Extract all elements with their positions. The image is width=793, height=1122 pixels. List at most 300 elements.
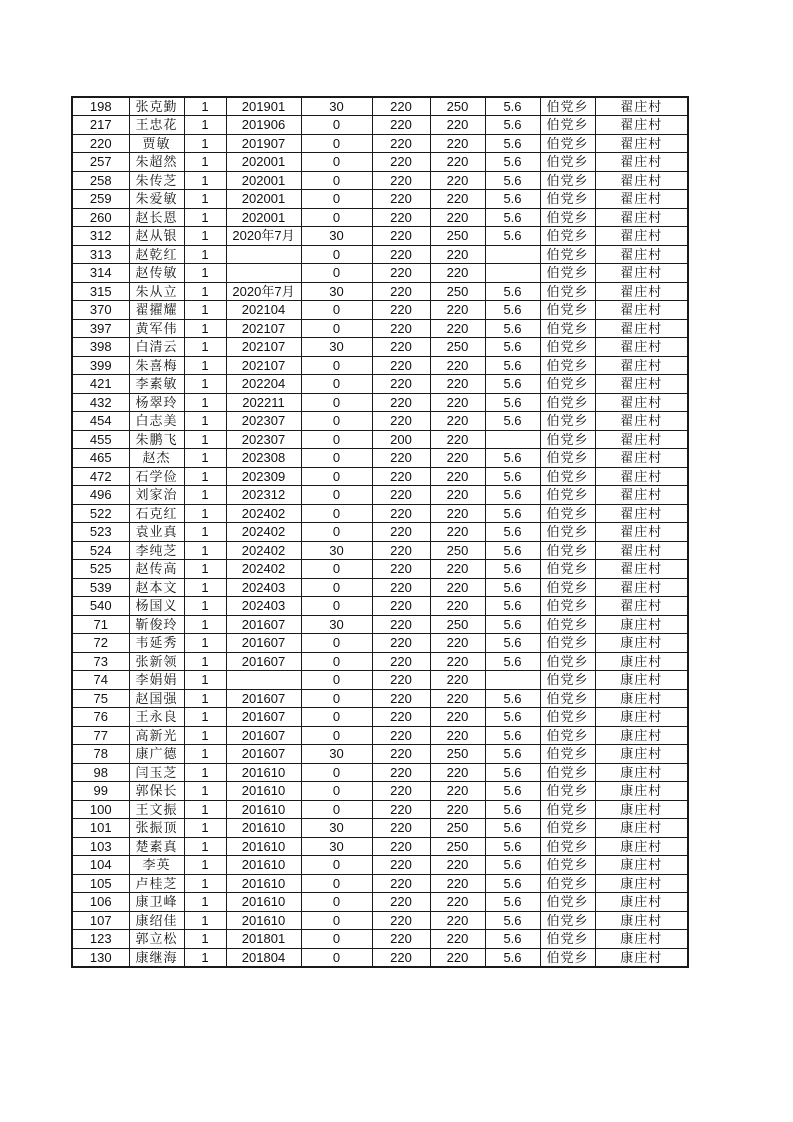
table-row <box>72 837 688 856</box>
cell-name: 杨翠玲 <box>129 393 184 412</box>
cell-count: 1 <box>184 634 226 653</box>
cell-base: 220 <box>372 652 430 671</box>
cell-date: 202308 <box>226 449 301 468</box>
cell-count: 1 <box>184 393 226 412</box>
cell-total: 220 <box>430 726 485 745</box>
table-row <box>72 930 688 949</box>
cell-total: 220 <box>430 208 485 227</box>
cell-name: 朱超然 <box>129 153 184 172</box>
cell-village: 康庄村 <box>595 837 688 856</box>
cell-township: 伯党乡 <box>540 615 595 634</box>
cell-id: 130 <box>72 948 129 967</box>
cell-id: 260 <box>72 208 129 227</box>
cell-village: 翟庄村 <box>595 116 688 135</box>
cell-township: 伯党乡 <box>540 782 595 801</box>
cell-adjust: 30 <box>301 541 372 560</box>
cell-village: 翟庄村 <box>595 356 688 375</box>
cell-id: 522 <box>72 504 129 523</box>
cell-total: 220 <box>430 134 485 153</box>
cell-count: 1 <box>184 467 226 486</box>
cell-date: 202403 <box>226 597 301 616</box>
cell-id: 259 <box>72 190 129 209</box>
table-row <box>72 356 688 375</box>
cell-village: 康庄村 <box>595 819 688 838</box>
cell-base: 220 <box>372 449 430 468</box>
cell-rate: 5.6 <box>485 745 540 764</box>
cell-date: 201607 <box>226 689 301 708</box>
cell-village: 康庄村 <box>595 615 688 634</box>
cell-id: 75 <box>72 689 129 708</box>
cell-township: 伯党乡 <box>540 134 595 153</box>
cell-count: 1 <box>184 97 226 116</box>
cell-rate: 5.6 <box>485 893 540 912</box>
cell-adjust: 0 <box>301 671 372 690</box>
cell-name: 赵传敏 <box>129 264 184 283</box>
cell-name: 白志美 <box>129 412 184 431</box>
cell-name: 翟擢耀 <box>129 301 184 320</box>
cell-total: 220 <box>430 245 485 264</box>
cell-count: 1 <box>184 245 226 264</box>
cell-base: 220 <box>372 819 430 838</box>
cell-base: 220 <box>372 282 430 301</box>
cell-name: 贾敏 <box>129 134 184 153</box>
cell-township: 伯党乡 <box>540 467 595 486</box>
cell-rate: 5.6 <box>485 874 540 893</box>
cell-count: 1 <box>184 615 226 634</box>
cell-base: 220 <box>372 264 430 283</box>
cell-name: 朱鹏飞 <box>129 430 184 449</box>
cell-name: 白清云 <box>129 338 184 357</box>
cell-township: 伯党乡 <box>540 560 595 579</box>
table-row <box>72 301 688 320</box>
cell-township: 伯党乡 <box>540 356 595 375</box>
cell-date: 202107 <box>226 338 301 357</box>
cell-village: 康庄村 <box>595 930 688 949</box>
cell-total: 250 <box>430 282 485 301</box>
cell-count: 1 <box>184 541 226 560</box>
cell-village: 康庄村 <box>595 763 688 782</box>
table-row <box>72 338 688 357</box>
cell-rate: 5.6 <box>485 523 540 542</box>
cell-count: 1 <box>184 486 226 505</box>
cell-base: 220 <box>372 116 430 135</box>
cell-rate: 5.6 <box>485 449 540 468</box>
cell-name: 朱爱敏 <box>129 190 184 209</box>
cell-base: 220 <box>372 800 430 819</box>
cell-adjust: 0 <box>301 375 372 394</box>
cell-id: 539 <box>72 578 129 597</box>
cell-date: 201610 <box>226 800 301 819</box>
cell-count: 1 <box>184 874 226 893</box>
cell-adjust: 0 <box>301 856 372 875</box>
cell-rate: 5.6 <box>485 652 540 671</box>
cell-date: 202104 <box>226 301 301 320</box>
cell-base: 220 <box>372 671 430 690</box>
table-row <box>72 782 688 801</box>
cell-adjust: 0 <box>301 634 372 653</box>
cell-id: 106 <box>72 893 129 912</box>
cell-adjust: 0 <box>301 726 372 745</box>
cell-date: 201607 <box>226 708 301 727</box>
cell-count: 1 <box>184 319 226 338</box>
cell-date: 202001 <box>226 171 301 190</box>
cell-adjust: 0 <box>301 930 372 949</box>
cell-date: 202001 <box>226 190 301 209</box>
cell-name: 楚素真 <box>129 837 184 856</box>
cell-total: 220 <box>430 301 485 320</box>
cell-date: 201901 <box>226 97 301 116</box>
cell-name: 王忠花 <box>129 116 184 135</box>
cell-total: 220 <box>430 930 485 949</box>
cell-rate: 5.6 <box>485 948 540 967</box>
cell-count: 1 <box>184 652 226 671</box>
cell-name: 李娟娟 <box>129 671 184 690</box>
cell-name: 闫玉芝 <box>129 763 184 782</box>
cell-base: 200 <box>372 430 430 449</box>
cell-date: 201607 <box>226 726 301 745</box>
cell-count: 1 <box>184 893 226 912</box>
cell-township: 伯党乡 <box>540 486 595 505</box>
cell-count: 1 <box>184 116 226 135</box>
cell-date: 202211 <box>226 393 301 412</box>
cell-name: 刘家治 <box>129 486 184 505</box>
cell-id: 76 <box>72 708 129 727</box>
cell-adjust: 0 <box>301 504 372 523</box>
cell-township: 伯党乡 <box>540 171 595 190</box>
cell-rate: 5.6 <box>485 208 540 227</box>
cell-village: 翟庄村 <box>595 504 688 523</box>
cell-adjust: 0 <box>301 356 372 375</box>
cell-rate: 5.6 <box>485 856 540 875</box>
cell-rate: 5.6 <box>485 319 540 338</box>
cell-total: 220 <box>430 467 485 486</box>
cell-name: 郭立松 <box>129 930 184 949</box>
cell-total: 220 <box>430 319 485 338</box>
cell-adjust: 0 <box>301 319 372 338</box>
cell-rate: 5.6 <box>485 763 540 782</box>
table-row <box>72 282 688 301</box>
table-row <box>72 541 688 560</box>
cell-base: 220 <box>372 504 430 523</box>
cell-rate: 5.6 <box>485 486 540 505</box>
table-row <box>72 615 688 634</box>
cell-date: 2020年7月 <box>226 227 301 246</box>
cell-id: 312 <box>72 227 129 246</box>
cell-township: 伯党乡 <box>540 948 595 967</box>
cell-village: 翟庄村 <box>595 412 688 431</box>
cell-name: 张克勤 <box>129 97 184 116</box>
cell-village: 翟庄村 <box>595 208 688 227</box>
cell-village: 翟庄村 <box>595 375 688 394</box>
cell-name: 袁业真 <box>129 523 184 542</box>
cell-village: 翟庄村 <box>595 134 688 153</box>
cell-total: 220 <box>430 597 485 616</box>
cell-village: 翟庄村 <box>595 282 688 301</box>
cell-total: 250 <box>430 615 485 634</box>
cell-date: 201607 <box>226 745 301 764</box>
cell-adjust: 0 <box>301 652 372 671</box>
cell-total: 220 <box>430 504 485 523</box>
cell-count: 1 <box>184 597 226 616</box>
cell-total: 220 <box>430 763 485 782</box>
cell-village: 康庄村 <box>595 708 688 727</box>
cell-township: 伯党乡 <box>540 301 595 320</box>
cell-rate: 5.6 <box>485 375 540 394</box>
cell-village: 翟庄村 <box>595 541 688 560</box>
cell-base: 220 <box>372 97 430 116</box>
table-row <box>72 467 688 486</box>
cell-name: 石克红 <box>129 504 184 523</box>
cell-count: 1 <box>184 301 226 320</box>
cell-base: 220 <box>372 245 430 264</box>
cell-village: 翟庄村 <box>595 560 688 579</box>
cell-name: 张振顶 <box>129 819 184 838</box>
cell-total: 250 <box>430 819 485 838</box>
cell-total: 220 <box>430 856 485 875</box>
cell-base: 220 <box>372 338 430 357</box>
cell-rate <box>485 264 540 283</box>
cell-date: 202402 <box>226 523 301 542</box>
cell-township: 伯党乡 <box>540 578 595 597</box>
cell-base: 220 <box>372 726 430 745</box>
cell-id: 421 <box>72 375 129 394</box>
cell-adjust: 0 <box>301 597 372 616</box>
cell-rate: 5.6 <box>485 467 540 486</box>
cell-date: 201610 <box>226 893 301 912</box>
table-row <box>72 893 688 912</box>
cell-village: 康庄村 <box>595 745 688 764</box>
cell-village: 康庄村 <box>595 689 688 708</box>
cell-rate: 5.6 <box>485 930 540 949</box>
cell-total: 220 <box>430 116 485 135</box>
cell-total: 250 <box>430 338 485 357</box>
cell-total: 220 <box>430 449 485 468</box>
cell-id: 454 <box>72 412 129 431</box>
cell-village: 翟庄村 <box>595 430 688 449</box>
cell-id: 71 <box>72 615 129 634</box>
cell-rate: 5.6 <box>485 393 540 412</box>
table-row <box>72 97 688 116</box>
cell-base: 220 <box>372 911 430 930</box>
cell-adjust: 0 <box>301 449 372 468</box>
cell-township: 伯党乡 <box>540 282 595 301</box>
cell-date: 201907 <box>226 134 301 153</box>
cell-adjust: 0 <box>301 874 372 893</box>
table-row <box>72 412 688 431</box>
cell-rate <box>485 671 540 690</box>
cell-id: 472 <box>72 467 129 486</box>
cell-township: 伯党乡 <box>540 116 595 135</box>
cell-village: 翟庄村 <box>595 449 688 468</box>
cell-id: 257 <box>72 153 129 172</box>
cell-township: 伯党乡 <box>540 190 595 209</box>
cell-date: 202001 <box>226 208 301 227</box>
cell-base: 220 <box>372 874 430 893</box>
cell-date: 202403 <box>226 578 301 597</box>
cell-village: 翟庄村 <box>595 523 688 542</box>
cell-rate: 5.6 <box>485 227 540 246</box>
table-row <box>72 449 688 468</box>
cell-date: 202312 <box>226 486 301 505</box>
cell-count: 1 <box>184 504 226 523</box>
table-row <box>72 393 688 412</box>
cell-name: 杨国义 <box>129 597 184 616</box>
cell-date: 202107 <box>226 319 301 338</box>
table-row <box>72 948 688 967</box>
cell-adjust: 0 <box>301 116 372 135</box>
cell-village: 翟庄村 <box>595 301 688 320</box>
cell-township: 伯党乡 <box>540 504 595 523</box>
cell-adjust: 0 <box>301 523 372 542</box>
cell-village: 康庄村 <box>595 782 688 801</box>
table-row <box>72 153 688 172</box>
cell-id: 220 <box>72 134 129 153</box>
cell-township: 伯党乡 <box>540 708 595 727</box>
cell-id: 496 <box>72 486 129 505</box>
cell-count: 1 <box>184 782 226 801</box>
cell-name: 朱传芝 <box>129 171 184 190</box>
table-row <box>72 597 688 616</box>
cell-rate: 5.6 <box>485 134 540 153</box>
benefit-table-body <box>72 97 688 967</box>
cell-rate: 5.6 <box>485 412 540 431</box>
cell-village: 翟庄村 <box>595 171 688 190</box>
cell-township: 伯党乡 <box>540 227 595 246</box>
cell-total: 220 <box>430 375 485 394</box>
cell-id: 398 <box>72 338 129 357</box>
cell-count: 1 <box>184 745 226 764</box>
table-row <box>72 208 688 227</box>
cell-rate: 5.6 <box>485 819 540 838</box>
cell-total: 220 <box>430 874 485 893</box>
cell-id: 73 <box>72 652 129 671</box>
cell-id: 198 <box>72 97 129 116</box>
cell-adjust: 0 <box>301 689 372 708</box>
cell-count: 1 <box>184 948 226 967</box>
cell-base: 220 <box>372 375 430 394</box>
cell-total: 220 <box>430 652 485 671</box>
cell-name: 康广德 <box>129 745 184 764</box>
cell-rate: 5.6 <box>485 116 540 135</box>
cell-count: 1 <box>184 708 226 727</box>
table-row <box>72 911 688 930</box>
cell-total: 220 <box>430 393 485 412</box>
cell-count: 1 <box>184 412 226 431</box>
cell-adjust: 0 <box>301 412 372 431</box>
cell-base: 220 <box>372 634 430 653</box>
cell-base: 220 <box>372 763 430 782</box>
cell-township: 伯党乡 <box>540 652 595 671</box>
cell-township: 伯党乡 <box>540 726 595 745</box>
cell-date: 202402 <box>226 541 301 560</box>
cell-adjust: 30 <box>301 837 372 856</box>
cell-base: 220 <box>372 541 430 560</box>
cell-adjust: 30 <box>301 338 372 357</box>
cell-base: 220 <box>372 615 430 634</box>
cell-name: 王永良 <box>129 708 184 727</box>
cell-name: 赵乾红 <box>129 245 184 264</box>
cell-count: 1 <box>184 856 226 875</box>
cell-base: 220 <box>372 190 430 209</box>
cell-id: 101 <box>72 819 129 838</box>
cell-adjust: 0 <box>301 467 372 486</box>
cell-total: 220 <box>430 153 485 172</box>
cell-count: 1 <box>184 930 226 949</box>
cell-date: 201607 <box>226 634 301 653</box>
cell-rate: 5.6 <box>485 911 540 930</box>
cell-adjust: 0 <box>301 264 372 283</box>
cell-adjust: 0 <box>301 171 372 190</box>
table-row <box>72 319 688 338</box>
cell-village: 翟庄村 <box>595 319 688 338</box>
table-row <box>72 578 688 597</box>
cell-date: 202402 <box>226 560 301 579</box>
cell-name: 赵长恩 <box>129 208 184 227</box>
table-row <box>72 523 688 542</box>
cell-township: 伯党乡 <box>540 319 595 338</box>
cell-total: 220 <box>430 893 485 912</box>
cell-adjust: 0 <box>301 948 372 967</box>
cell-id: 313 <box>72 245 129 264</box>
cell-base: 220 <box>372 948 430 967</box>
table-row <box>72 819 688 838</box>
cell-count: 1 <box>184 837 226 856</box>
cell-name: 赵传高 <box>129 560 184 579</box>
cell-total: 250 <box>430 97 485 116</box>
cell-id: 217 <box>72 116 129 135</box>
cell-adjust: 0 <box>301 911 372 930</box>
cell-base: 220 <box>372 134 430 153</box>
cell-id: 74 <box>72 671 129 690</box>
cell-date: 201804 <box>226 948 301 967</box>
cell-adjust: 0 <box>301 893 372 912</box>
cell-rate: 5.6 <box>485 541 540 560</box>
cell-id: 540 <box>72 597 129 616</box>
cell-count: 1 <box>184 689 226 708</box>
cell-rate: 5.6 <box>485 338 540 357</box>
cell-count: 1 <box>184 449 226 468</box>
table-row <box>72 264 688 283</box>
cell-township: 伯党乡 <box>540 208 595 227</box>
cell-count: 1 <box>184 800 226 819</box>
table-row <box>72 763 688 782</box>
cell-name: 李纯芝 <box>129 541 184 560</box>
cell-village: 康庄村 <box>595 671 688 690</box>
cell-rate: 5.6 <box>485 634 540 653</box>
cell-township: 伯党乡 <box>540 597 595 616</box>
cell-township: 伯党乡 <box>540 97 595 116</box>
cell-date: 202107 <box>226 356 301 375</box>
cell-id: 123 <box>72 930 129 949</box>
cell-township: 伯党乡 <box>540 819 595 838</box>
cell-rate: 5.6 <box>485 800 540 819</box>
cell-township: 伯党乡 <box>540 689 595 708</box>
cell-village: 翟庄村 <box>595 190 688 209</box>
cell-base: 220 <box>372 486 430 505</box>
cell-total: 250 <box>430 837 485 856</box>
cell-township: 伯党乡 <box>540 264 595 283</box>
table-row <box>72 375 688 394</box>
cell-rate: 5.6 <box>485 689 540 708</box>
cell-count: 1 <box>184 264 226 283</box>
cell-base: 220 <box>372 745 430 764</box>
table-row <box>72 874 688 893</box>
cell-name: 卢桂芝 <box>129 874 184 893</box>
cell-id: 524 <box>72 541 129 560</box>
cell-township: 伯党乡 <box>540 745 595 764</box>
cell-total: 220 <box>430 430 485 449</box>
cell-rate: 5.6 <box>485 708 540 727</box>
